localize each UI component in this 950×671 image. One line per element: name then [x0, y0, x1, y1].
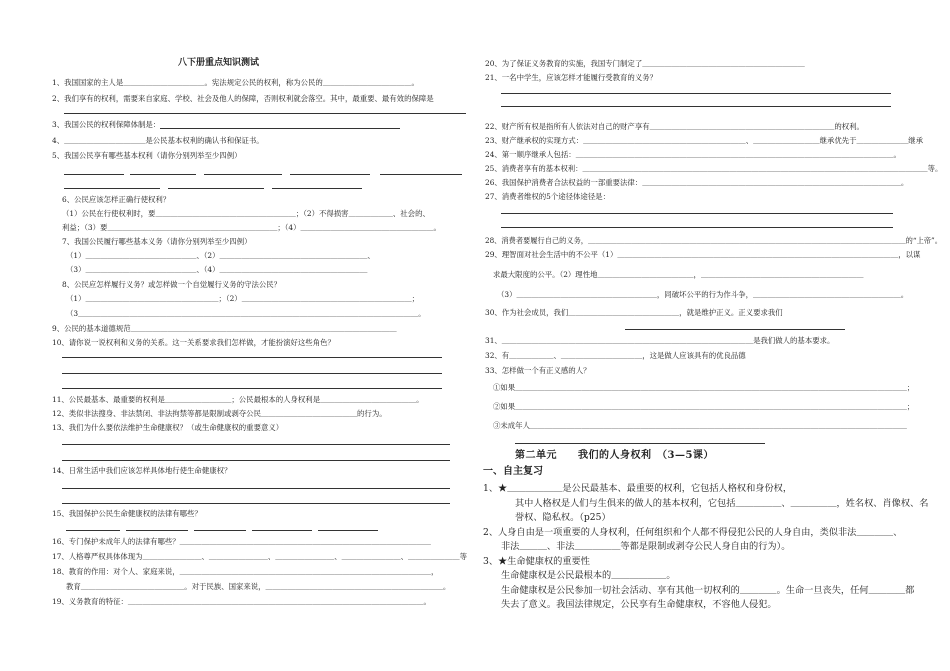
question-32: 32、有＿＿＿＿＿＿、＿＿＿＿＿＿＿＿＿＿＿，这是做人应该具有的优良品德 [485, 351, 746, 360]
answer-line[interactable] [62, 503, 450, 504]
question-7-2: （3）＿＿＿＿＿＿＿＿＿＿＿＿＿＿＿、（4）＿＿＿＿＿＿＿＿＿＿＿＿＿＿＿＿＿＿＿＿ [66, 265, 368, 274]
answer-line[interactable] [380, 174, 462, 175]
answer-line[interactable] [62, 460, 450, 461]
question-12: 12、类似非法搜身、非法禁闭、非法拘禁等都是限制或剥夺公民＿＿＿＿＿＿＿＿＿＿＿＿＿的行为。 [52, 409, 387, 418]
answer-line[interactable] [66, 530, 120, 531]
question-1: 1、我国国家的主人是＿＿＿＿＿＿＿＿＿＿＿。宪法规定公民的权利，称为公民的＿＿＿＿＿＿＿＿＿＿＿＿。 [52, 78, 419, 87]
review-3-b: 生命健康权是公民参加一切社会活动、享有其他一切权利的＿＿＿＿。生命一旦丧失，任何＿＿＿＿都 [501, 585, 915, 596]
question-9: 9、公民的基本道德规范＿＿＿＿＿＿＿＿＿＿＿＿＿＿＿＿＿＿＿＿＿＿＿＿＿＿＿＿＿＿＿＿＿＿＿＿ [52, 324, 397, 333]
question-8: 8、公民应怎样履行义务？或怎样做一个自觉履行义务的守法公民？ [62, 280, 282, 289]
answer-line[interactable] [501, 106, 891, 107]
review-1-end: 誉权、隐私权。（p25） [515, 512, 611, 523]
review-3-a: 生命健康权是公民最根本的＿＿＿＿＿＿。 [501, 570, 676, 581]
answer-line[interactable] [62, 388, 442, 389]
answer-line[interactable] [168, 188, 264, 189]
answer-line[interactable] [501, 93, 891, 94]
question-6-2: 利益；（3）要＿＿＿＿＿＿＿＿＿＿＿＿＿＿＿＿＿＿＿＿＿＿＿；（4）＿＿＿＿＿＿＿＿＿＿＿＿＿＿＿＿＿＿。 [62, 223, 441, 232]
answer-line[interactable] [501, 213, 893, 214]
answer-line[interactable] [62, 373, 442, 374]
question-11: 11、公民最基本、最重要的权利是＿＿＿＿＿＿＿＿＿；公民最根本的人身权利是＿＿＿＿＿＿＿＿＿＿＿＿＿。 [52, 395, 424, 404]
question-7: 7、我国公民履行哪些基本义务（请你分别列举至少四例） [62, 237, 252, 246]
question-30: 30、作为社会成员，我们＿＿＿＿＿＿＿＿＿＿＿＿＿＿＿，就是维护正义。正义要求我们 [485, 308, 783, 317]
question-22: 22、财产所有权是指所有人依法对自己的财产享有＿＿＿＿＿＿＿＿＿＿＿＿＿＿＿＿＿＿＿＿＿＿＿＿＿的权利。 [485, 122, 864, 131]
answer-line[interactable] [64, 174, 124, 175]
question-15: 15、我国保护公民生命健康权的法律有哪些？ [52, 509, 202, 518]
question-6-1: （1）公民在行使权利时，要＿＿＿＿＿＿＿＿＿＿＿＿＿＿＿＿＿＿＿；（2）不得损害＿＿＿＿＿＿、社会的、 [62, 209, 430, 218]
question-31: 31、＿＿＿＿＿＿＿＿＿＿＿＿＿＿＿＿＿＿＿＿＿＿＿＿＿＿＿＿＿＿＿＿＿＿是我们做人的基本要求。 [485, 336, 835, 345]
answer-line[interactable] [625, 329, 845, 330]
answer-line[interactable] [130, 174, 196, 175]
review-2-cont: 非法＿＿＿、非法＿＿＿＿＿等都是限制或剥夺公民人身自由的行为）。 [501, 541, 791, 552]
question-21: 21、一名中学生，应该怎样才能履行受教育的义务？ [485, 73, 658, 82]
question-33-3: ③未成年人＿＿＿＿＿＿＿＿＿＿＿＿＿＿＿＿＿＿＿＿＿＿＿＿＿＿＿＿＿＿＿＿＿＿＿＿＿＿＿＿＿＿＿＿＿＿＿＿＿＿＿ [493, 421, 907, 430]
question-33-2: ②如果＿＿＿＿＿＿＿＿＿＿＿＿＿＿＿＿＿＿＿＿＿＿＿＿＿＿＿＿＿＿＿＿＿＿＿＿＿＿＿＿＿＿＿＿＿＿＿＿＿＿＿＿＿； [493, 402, 915, 411]
answer-line[interactable] [62, 488, 450, 489]
question-4: 4、＿＿＿＿＿＿＿＿＿＿＿是公民基本权利的确认书和保证书。 [52, 136, 264, 145]
question-26: 26、我国保护消费者合法权益的一部重要法律：＿＿＿＿＿＿＿＿＿＿＿＿＿＿＿＿＿＿＿＿＿＿＿＿＿＿＿＿＿＿＿＿＿＿＿。 [485, 178, 909, 187]
answer-line[interactable] [318, 530, 378, 531]
question-19: 19、义务教育的特征：＿＿＿＿＿＿＿＿＿＿＿＿＿＿＿＿＿＿＿＿＿＿＿＿＿＿＿＿＿＿＿＿＿＿＿＿＿＿＿＿。 [52, 597, 431, 606]
answer-line[interactable] [501, 227, 893, 228]
question-3: 3、我国公民的权利保障体制是： [52, 120, 161, 129]
right-column [475, 0, 950, 671]
question-18-cont: 教育＿＿＿＿＿＿＿＿＿＿＿＿＿＿。对于民族、国家来说，＿＿＿＿＿＿＿＿＿＿＿＿＿＿＿＿＿＿＿＿＿＿＿＿。 [66, 582, 451, 591]
question-13: 13、我们为什么要依法维护生命健康权？（或生命健康权的重要意义） [52, 423, 284, 432]
answer-line[interactable] [252, 530, 312, 531]
review-1: 1、★＿＿＿＿＿＿是公民最基本、最重要的权利，它包括人格权和身份权， [483, 483, 793, 494]
question-29-cont: 求最大限度的公平。（2）理性地＿＿＿＿＿＿＿＿＿＿＿＿＿，＿＿＿＿＿＿＿＿＿＿＿＿＿＿＿＿＿＿＿＿＿＿ [493, 270, 864, 279]
question-6: 6、公民应该怎样正确行使权利？ [62, 195, 171, 204]
answer-line[interactable] [64, 188, 160, 189]
question-14: 14、日常生活中我们应该怎样具体地行使生命健康权？ [52, 466, 232, 475]
answer-line[interactable] [64, 113, 466, 114]
review-1-cont: 其中人格权是人们与生俱来的做人的基本权利，它包括＿＿＿＿＿、＿＿＿＿＿，姓名权、肖像权、名 [515, 498, 929, 509]
section-heading: 一、自主复习 [483, 466, 543, 477]
question-28: 28、消费者要履行自己的义务，＿＿＿＿＿＿＿＿＿＿＿＿＿＿＿＿＿＿＿＿＿＿＿＿＿＿＿＿＿＿＿＿＿＿＿＿＿＿＿＿＿＿＿＿的“上帝”。 [485, 236, 942, 245]
question-29: 29、理智面对社会生活中的不公平（1）＿＿＿＿＿＿＿＿＿＿＿＿＿＿＿＿＿＿＿＿＿＿＿＿＿＿＿＿＿＿＿＿＿＿＿＿＿＿，以谋 [485, 250, 921, 259]
answer-line[interactable] [62, 357, 442, 358]
question-18: 18、教育的作用：对个人、家庭来说，＿＿＿＿＿＿＿＿＿＿＿＿＿＿＿＿＿＿＿＿＿＿＿＿＿＿＿＿＿＿＿＿＿＿， [52, 567, 439, 576]
question-8-3: （3＿＿＿＿＿＿＿＿＿＿＿＿＿＿＿＿＿＿＿＿＿＿＿＿＿＿＿＿＿＿＿＿＿＿＿＿＿＿＿＿＿＿＿＿＿＿。 [66, 309, 426, 318]
question-5: 5、我国公民享有哪些基本权利（请你分别列举至少四例） [52, 151, 242, 160]
review-3: 3、★生命健康权的重要性 [483, 556, 590, 567]
question-2: 2、我们享有的权利，需要来自家庭、学校、社会及他人的保障，否则权利就会落空。其中，最重要、最有效的保障是 [52, 94, 434, 103]
review-2: 2、人身自由是一项重要的人身权利，任何组织和个人都不得侵犯公民的人身自由，类似非法＿＿＿＿、 [483, 527, 903, 538]
answer-line[interactable] [290, 174, 370, 175]
question-7-1: （1）＿＿＿＿＿＿＿＿＿＿＿＿＿＿＿、（2）＿＿＿＿＿＿＿＿＿＿＿＿＿＿＿＿＿＿＿＿、 [66, 251, 375, 260]
answer-line[interactable] [194, 530, 246, 531]
question-27: 27、消费者维权的5个途径体途径是： [485, 192, 610, 201]
answer-line[interactable] [126, 530, 188, 531]
question-24: 24、第一顺序继承人包括：＿＿＿＿＿＿＿＿＿＿＿＿＿＿＿＿＿＿＿＿＿＿＿＿＿＿＿＿＿＿＿＿＿＿＿＿＿＿＿＿＿＿＿。 [485, 150, 901, 159]
question-33-1: ①如果＿＿＿＿＿＿＿＿＿＿＿＿＿＿＿＿＿＿＿＿＿＿＿＿＿＿＿＿＿＿＿＿＿＿＿＿＿＿＿＿＿＿＿＿＿＿＿＿＿＿＿＿＿； [493, 383, 915, 392]
answer-line[interactable] [204, 174, 282, 175]
question-20: 20、为了保证义务教育的实施，我国专门制定了＿＿＿＿＿＿＿＿＿＿＿＿＿＿＿＿＿＿＿＿＿＿ [485, 59, 805, 68]
question-33: 33、怎样做一个有正义感的人？ [485, 366, 591, 375]
question-8-1: （1）＿＿＿＿＿＿＿＿＿＿＿＿＿＿＿＿＿＿；（2）＿＿＿＿＿＿＿＿＿＿＿＿＿＿＿＿＿＿＿＿＿＿＿； [66, 294, 420, 303]
review-3-c: 失去了意义。我国法律规定，公民享有生命健康权，不容他人侵犯。 [501, 599, 777, 610]
divider [515, 443, 765, 444]
question-29-3: （3）＿＿＿＿＿＿＿＿＿＿＿＿＿＿＿＿＿＿＿，同破坏公平的行为作斗争，＿＿＿＿＿＿＿＿＿＿＿＿＿＿＿＿＿＿＿＿。 [497, 290, 909, 299]
question-17: 17、人格尊严权具体体现为＿＿＿＿＿＿＿＿、＿＿＿＿＿＿＿＿、＿＿＿＿＿＿＿＿、＿＿＿＿＿＿＿＿、＿＿＿＿＿＿＿等 [52, 552, 468, 561]
question-25: 25、消费者享有的基本权利：＿＿＿＿＿＿＿＿＿＿＿＿＿＿＿＿＿＿＿＿＿＿＿＿＿＿＿＿＿＿＿＿＿＿＿＿＿＿＿＿＿＿＿＿＿＿＿等。 [485, 164, 943, 173]
question-23: 23、财产继承权的实现方式：＿＿＿＿＿＿＿＿＿＿＿＿＿＿＿＿＿＿＿＿＿＿、＿＿＿＿＿＿＿＿＿继承优先于＿＿＿＿＿＿＿继承 [485, 136, 924, 145]
page-title: 八下册重点知识测试 [178, 58, 260, 68]
question-16: 16、专门保护未成年人的法律有哪些？＿＿＿＿＿＿＿＿＿＿＿＿＿＿＿＿＿＿＿＿＿＿＿＿＿＿＿＿＿＿＿＿＿＿ [52, 537, 431, 546]
answer-line[interactable] [160, 128, 400, 129]
answer-line[interactable] [62, 444, 450, 445]
unit-title: 第二单元 我们的人身权利 （3—5课） [515, 450, 714, 461]
answer-line[interactable] [272, 188, 362, 189]
question-10: 10、请你说一说权利和义务的关系。这一关系要求我们怎样做，才能扮演好这些角色？ [52, 338, 335, 347]
